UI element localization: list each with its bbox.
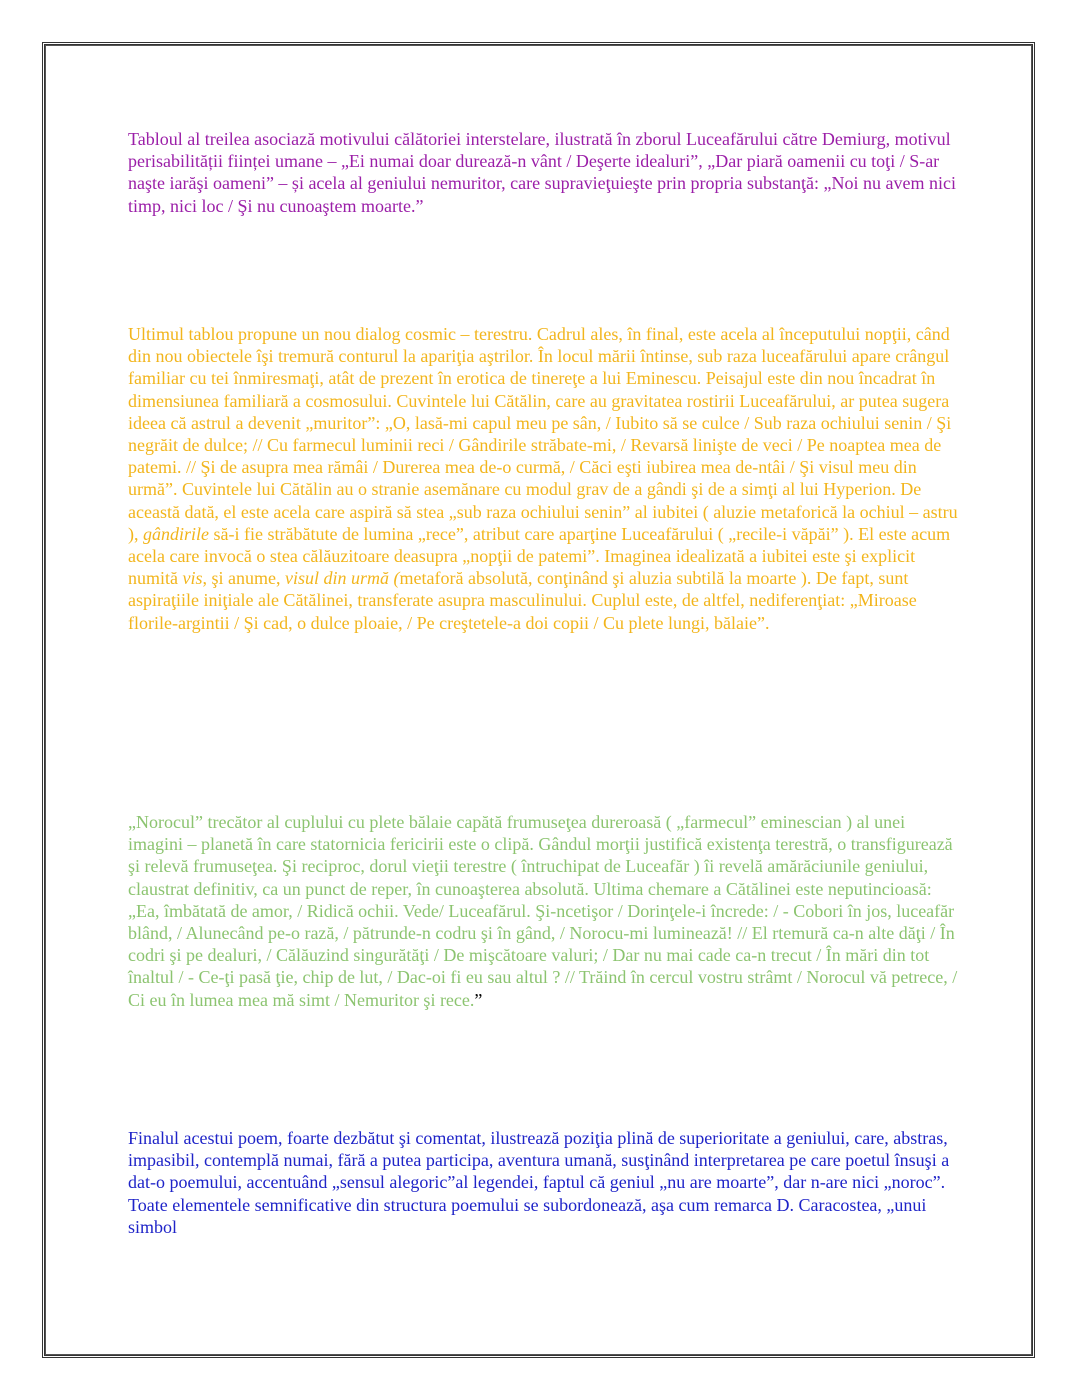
paragraph-3-text: „Norocul” trecător al cuplului cu plete bălaie capătă frumuseţea dureroasă ( „farmecul” eminescian ) al unei imagini – planetă în care statornicia fericirii este o clipă. Gândul morţii justifică existenţa terestră, o transfigurează şi relevă frumuseţea. Şi reciproc, dorul vieţii terestre ( întruchipat de Luceafăr ) îi revelă amărăciunile geniului, claustrat definitiv, ca un punct de reper, în cunoaşterea absolută. Ultima chemare a Cătălinei este neputincioasă: „Ea, îmbătată de amor, / Ridică ochii. Vede/ Luceafărul. Şi-ncetişor / Dorinţele-i încrede: / - Cobori în jos, luceafăr blând, / Alunecând pe-o rază, / pătrunde-n codru şi în gând, / Norocu-mi luminează! // El rtemură ca-n alte dăţi / În codri şi pe dealuri, / Călăuzind singurătăţi / De mişcătoare valuri; / Dar nu mai cade ca-n trecut / În mări din tot înaltul / - Ce-ţi pasă ţie, chip de lut, / Dac-oi fi eu sau altul ? // Trăind în cercul vostru strâmt / Norocul vă petrece, / Ci eu în lumea mea mă simt / Nemuritor şi rece. [128,812,958,1010]
paragraph-3-closing-quote: ” [474,989,483,1010]
paragraph-2-italic-2: vis [182,568,203,589]
paragraph-2-italic-3: visul din urmă ( [285,568,400,589]
paragraph-4: Finalul acestui poem, foarte dezbătut şi comentat, ilustrează poziţia plină de superioritate a geniului, care, abstras, impasibil, contemplă numai, fără a putea participa, aventura umană, susţinând interpretarea pe care poetul însuşi a dat-o poemului, accentuând „sensul alegoric”al legendei, faptul că geniul „nu are moarte”, dar n-are nici „noroc”. Toate elementele semnificative din structura poemului se subordonează, aşa cum remarca D. Caracostea, „unui simbol [128,1128,950,1237]
paragraph-2-text-2: să-i fie străbătute de lumina „rece”, atribut care aparţine Luceafărului ( „recile-i văpăi” ). El este acum acela care invocă o stea călăuzitoare deasupra „nopţii de patemi”. Imaginea idealizată a iubitei este şi explicit numită [128,523,951,589]
paragraph-1: Tabloul al treilea asociază motivului călătoriei interstelare, ilustrată în zborul Luceafărului către Demiurg, motivul perisabilității ființei umane – „Ei numai doar durează-n vânt / Deşerte idealuri”, „Dar piară oamenii cu toţi / S-ar naşte iarăşi oameni” – și acela al geniului nemuritor, care supravieţuieşte prin propria substanţă: „Noi nu avem nici timp, nici loc / Şi nu cunoaştem moarte.” [128,129,956,216]
paragraph-3 [128,811,958,1011]
paragraph-2-text-3: , şi anume, [202,568,285,589]
paragraph-2-text-1: Ultimul tablou propune un nou dialog cosmic – terestru. Cadrul ales, în final, este acela al începutului nopţii, când din nou obiectele îşi tremură conturul la apariţia aştrilor. În locul mării întinse, sub raza luceafărului apare crângul familiar cu tei înmiresmaţi, atât de prezent în erotica de tinereţe a lui Eminescu. Peisajul este din nou încadrat în dimensiunea familiară a cosmosului. Cuvintele lui Cătălin, care au gravitatea rostirii Luceafărului, ar putea sugera ideea că astrul a devenit „muritor”: „O, lasă-mi capul meu pe sân, / Iubito să se culce / Sub raza ochiului senin / Şi negrăit de dulce; // Cu farmecul luminii reci / Gândirile străbate-mi, / Revarsă linişte de veci / Pe noaptea mea de patemi. // Şi de asupra mea rămâi / Durerea mea de-o curmă, / Căci eşti iubirea mea de-ntâi / Şi visul meu din urmă”. Cuvintele lui Cătălin au o stranie asemănare cu modul grav de a gândi şi de a simţi al lui Hyperion. De această dată, el este acela care aspiră să stea „sub raza ochiului senin” al iubitei ( aluzie metaforică la ochiul – astru ), [128,324,958,544]
paragraph-2 [128,323,958,634]
paragraph-2-text-4: metaforă absolută, conţinând şi aluzia subtilă la moarte ). De fapt, sunt aspiraţiile iniţiale ale Cătălinei, transferate asupra masculinului. Cuplul este, de altfel, nediferenţiat: „Miroase florile-argintii / Şi cad, o dulce ploaie, / Pe creştetele-a doi copii / Cu plete lungi, bălaie”. [128,568,917,633]
paragraph-2-italic-1: gândirile [143,523,209,544]
